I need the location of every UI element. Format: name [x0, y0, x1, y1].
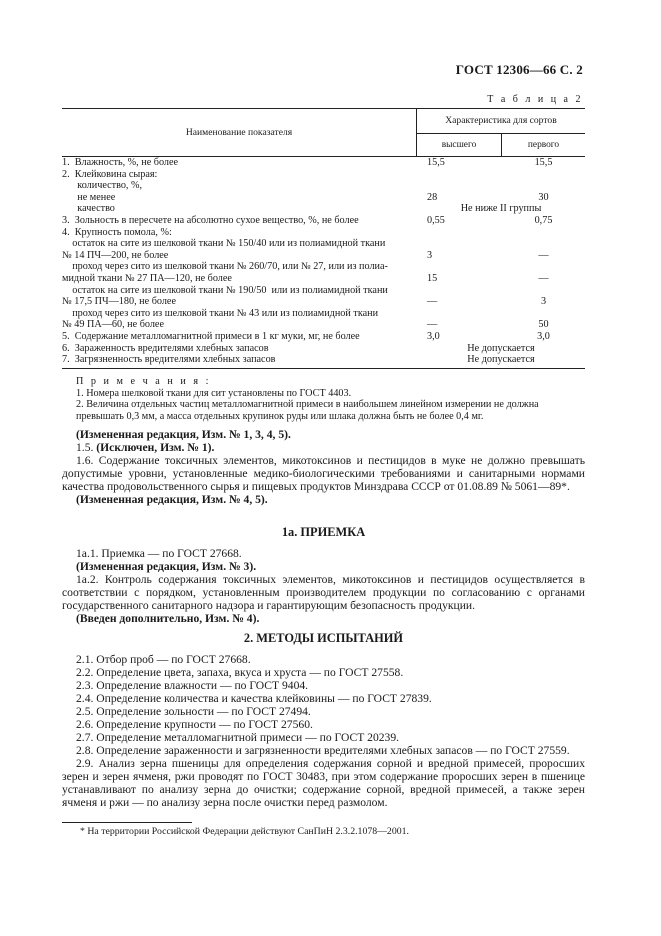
row-value-both: Не допускается	[467, 354, 535, 366]
row-value-highest: 0,55	[427, 214, 445, 226]
row-value-highest: 15,5	[427, 157, 445, 168]
table-row	[62, 192, 585, 204]
row-value-both: Не ниже II группы	[460, 203, 542, 215]
table-row	[62, 215, 585, 227]
amendment-note: (Измененная редакция, Изм. № 4, 5).	[76, 493, 268, 506]
paragraph-2-4: 2.4. Определение количества и качества клейковины — по ГОСТ 27839.	[76, 692, 432, 705]
table-row	[62, 157, 585, 169]
paragraph-number: 1.5.	[76, 441, 94, 454]
row-value-first: —	[538, 249, 549, 261]
row-indicator-name: мидной ткани № 27 ПА—120, не более	[62, 272, 232, 284]
row-value-first: —	[538, 272, 549, 284]
table-row	[62, 354, 585, 366]
row-indicator-name: не менее	[62, 191, 116, 203]
row-indicator-name: проход через сито из шелковой ткани № 260/70, или № 27, или из полиа-	[62, 261, 388, 273]
exclusion-note: (Исключен, Изм. № 1).	[96, 441, 215, 454]
notes-title: П р и м е ч а н и я :	[76, 376, 211, 387]
row-indicator-name: 3. Зольность в пересчете на абсолютно сухое вещество, %, не более	[62, 214, 359, 226]
footnote: * На территории Российской Федерации действуют СанПиН 2.3.2.1078—2001.	[80, 826, 409, 837]
table-row	[62, 331, 585, 343]
row-indicator-name: № 49 ПА—60, не более	[62, 319, 164, 331]
table-bottom-rule	[62, 368, 585, 369]
row-value-first: 0,75	[534, 214, 553, 226]
amendment-note: (Измененная редакция, Изм. № 1, 3, 4, 5).	[76, 428, 291, 441]
row-value-both: Не допускается	[467, 342, 535, 354]
paragraph-2-9: 2.9. Анализ зерна пшеницы для определения содержания сорной и вредной примесей, проросших зерен и зерен ячменя, ржи проводят по ГОСТ 30483, при этом содержание проросших зерен в пшенице устанавливают по анализу зерна до очистки; содержание сорной, вредной примесей, а также зерен ячменя и ржи — по анализу зерна после очистки перед размолом.	[62, 757, 585, 809]
row-indicator-name: количество, %,	[62, 180, 143, 192]
row-value-highest: —	[427, 296, 438, 308]
row-indicator-name: № 14 ПЧ—200, не более	[62, 249, 169, 261]
row-indicator-name: 6. Зараженность вредителями хлебных запасов	[62, 342, 269, 354]
section-1a	[62, 526, 585, 625]
table-row	[62, 285, 585, 297]
paragraph-2-3: 2.3. Определение влажности — по ГОСТ 9404.	[76, 679, 309, 692]
note-item: 1. Номера шелковой ткани для сит установлены по ГОСТ 4403.	[76, 387, 352, 399]
row-value-highest: 3	[427, 249, 433, 261]
table-row	[62, 250, 585, 262]
table-notes	[62, 376, 585, 422]
row-indicator-name: 7. Загрязненность вредителями хлебных запасов	[62, 354, 276, 366]
table-caption: Т а б л и ц а 2	[487, 94, 583, 105]
row-indicator-name: проход через сито из шелковой ткани № 43 или из полиамидной ткани	[62, 307, 379, 319]
section-title-acceptance: 1а. ПРИЕМКА	[281, 525, 366, 539]
table-row	[62, 296, 585, 308]
row-indicator-name: остаток на сите из шелковой ткани № 150/40 или из полиамидной ткани	[62, 238, 386, 250]
paragraph-2-2: 2.2. Определение цвета, запаха, вкуса и хруста — по ГОСТ 27558.	[76, 666, 404, 679]
table-row	[62, 238, 585, 250]
paragraph-1a-1: 1а.1. Приемка — по ГОСТ 27668.	[76, 547, 242, 560]
row-value-first: 50	[538, 319, 549, 331]
paragraph-2-7: 2.7. Определение металломагнитной примеси — по ГОСТ 20239.	[76, 731, 400, 744]
row-value-highest: 28	[427, 191, 438, 203]
row-value-first: 3	[540, 296, 547, 308]
table-header	[62, 108, 585, 157]
column-header-group: Характеристика для сортов	[417, 109, 585, 134]
row-indicator-name: 2. Клейковина сырая:	[62, 168, 158, 180]
row-value-highest: 3,0	[427, 330, 440, 342]
column-header-highest: высшего	[417, 134, 502, 156]
paragraph-2-8: 2.8. Определение зараженности и загрязненности вредителями хлебных запасов — по ГОСТ 27559.	[76, 744, 570, 757]
row-value-first: 15,5	[534, 157, 553, 168]
row-value-first: 30	[538, 191, 549, 203]
row-indicator-name: качество	[62, 203, 115, 215]
row-indicator-name: остаток на сите из шелковой ткани № 190/50 или из полиамидной ткани	[62, 284, 388, 296]
amendment-note: (Введен дополнительно, Изм. № 4).	[76, 612, 260, 625]
section-2	[62, 632, 585, 809]
amendment-note: (Измененная редакция, Изм. № 3).	[76, 560, 257, 573]
indicators-table	[62, 108, 585, 369]
paragraph-2-1: 2.1. Отбор проб — по ГОСТ 27668.	[76, 653, 251, 666]
table-row	[62, 180, 585, 192]
paragraph-2-6: 2.6. Определение крупности — по ГОСТ 27560.	[76, 718, 313, 731]
row-value-highest: —	[427, 319, 438, 331]
paragraph-1-6: 1.6. Содержание токсичных элементов, микотоксинов и пестицидов в муке не должно превышать допустимые уровни, установленные медико-биологическими требованиями и санитарными нормами качества продовольственного сырья и пищевых продуктов Минздрава СССР от 01.08.89 № 5061—89*.	[62, 454, 585, 493]
row-indicator-name: № 17,5 ПЧ—180, не более	[62, 296, 176, 308]
row-value-first: 3,0	[537, 330, 550, 342]
section-title-test-methods: 2. МЕТОДЫ ИСПЫТАНИЙ	[243, 631, 404, 645]
row-indicator-name: 4. Крупность помола, %:	[62, 226, 172, 238]
table-body	[62, 157, 585, 366]
row-indicator-name: 1. Влажность, %, не более	[62, 157, 179, 168]
table-row	[62, 261, 585, 273]
table-row	[62, 308, 585, 320]
table-row	[62, 343, 585, 355]
footnote-rule	[62, 822, 192, 823]
section-1-tail	[62, 428, 585, 506]
paragraph-2-5: 2.5. Определение зольности — по ГОСТ 27494.	[76, 705, 311, 718]
paragraph-1-5	[62, 441, 585, 454]
page-header: ГОСТ 12306—66 С. 2	[455, 62, 583, 77]
column-header-first: первого	[527, 140, 560, 150]
paragraph-1a-2: 1а.2. Контроль содержания токсичных элементов, микотоксинов и пестицидов осуществляется в соответствии с порядком, установленным производителем продукции по согласованию с органами государственного санитарного надзора и гарантирующим безопасность продукции.	[62, 573, 585, 612]
row-indicator-name: 5. Содержание металломагнитной примеси в 1 кг муки, мг, не более	[62, 330, 360, 342]
column-header-name: Наименование показателя	[185, 127, 293, 138]
table-row	[62, 227, 585, 239]
table-row	[62, 273, 585, 285]
table-row	[62, 169, 585, 181]
row-value-highest: 15	[427, 272, 438, 284]
note-item: 2. Величина отдельных частиц металломагнитной примеси в наибольшем линейном измерении не должна превышать 0,3 мм, а масса отдельных крупинок руды или шлака должна быть не более 0,4 мг.	[76, 399, 539, 422]
table-row	[62, 203, 585, 215]
table-row	[62, 319, 585, 331]
